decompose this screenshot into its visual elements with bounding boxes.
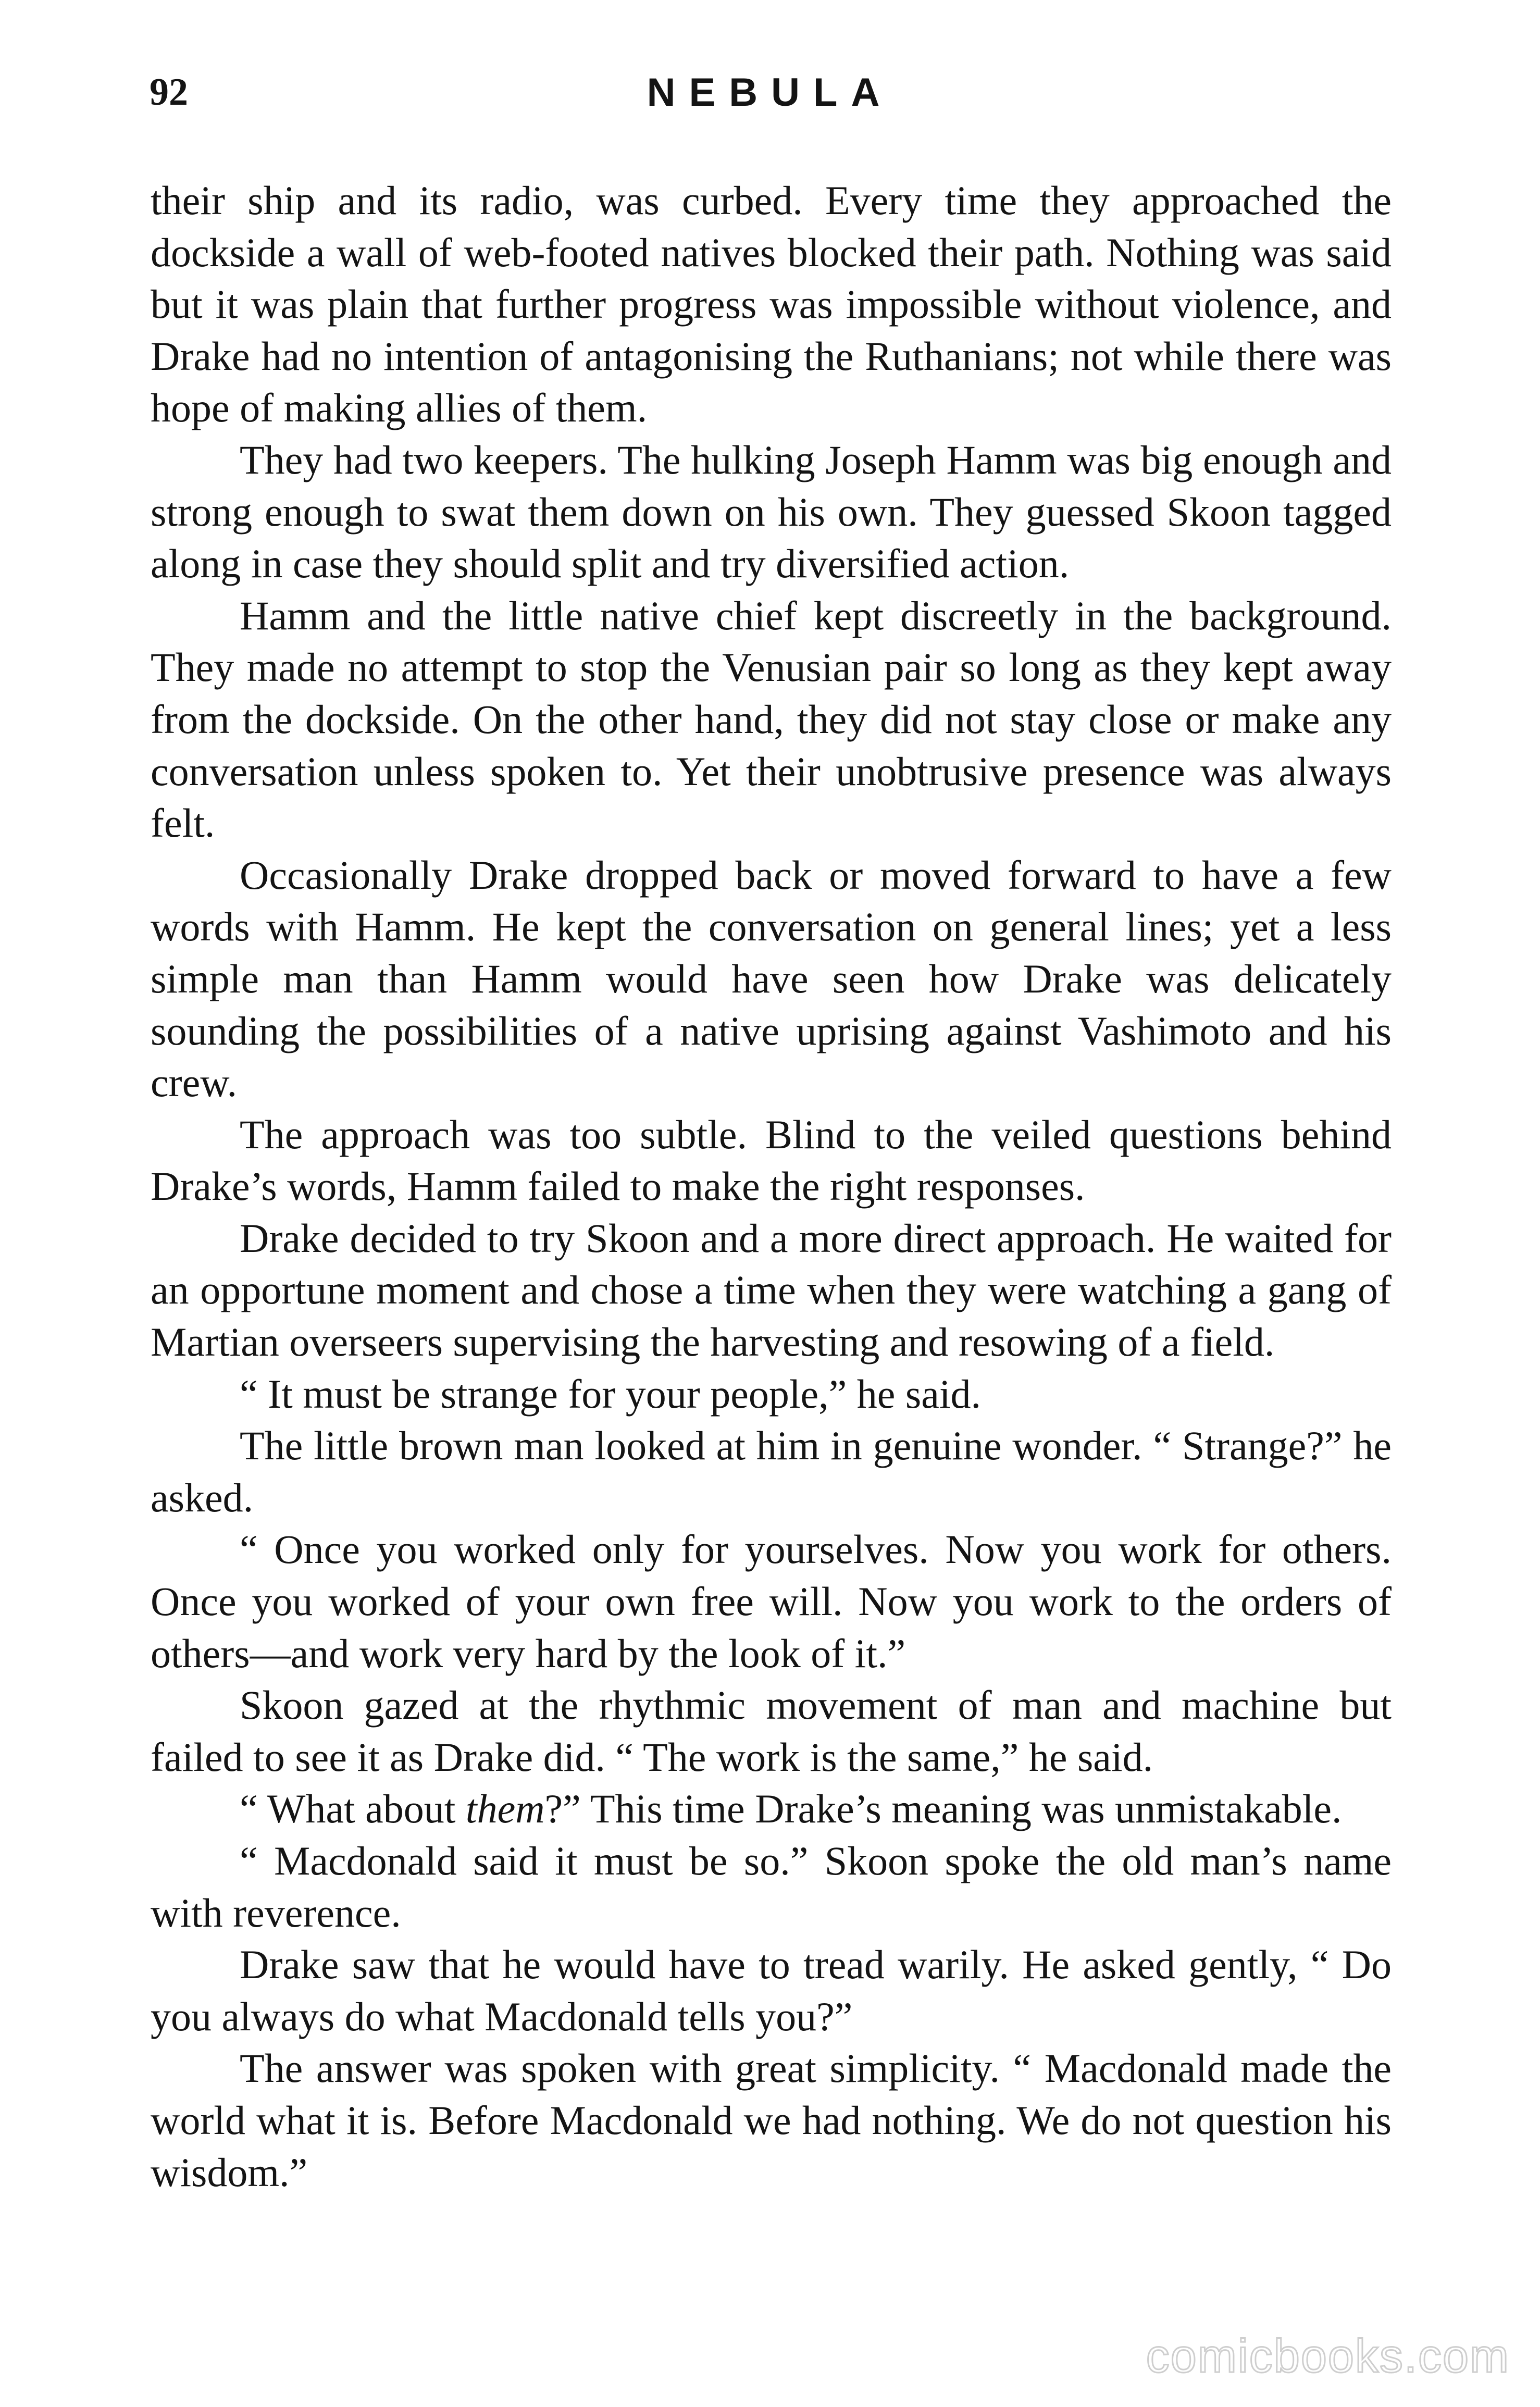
paragraph-4: Occasionally Drake dropped back or moved forward to have a few words with Hamm. He kept the conversation on general lines; yet a less simple man than Hamm would have seen how Drake was delicately sounding the possibilities of a native uprising against Vashimoto and his crew.	[151, 852, 1392, 1106]
running-head: NEBULA	[647, 70, 893, 115]
paragraph-7: “ It must be strange for your people,” he said.	[240, 1371, 982, 1417]
paragraph-9: “ Once you worked only for yourselves. Now you work for others. Once you worked of your own free will. Now you work to the orders of others—and work very hard by the look of it.”	[151, 1527, 1392, 1676]
watermark: comicbooks.com	[1146, 2330, 1510, 2383]
paragraph-11-tail: ?” This time Drake’s meaning was unmistakable.	[544, 1786, 1342, 1832]
paragraph-1: their ship and its radio, was curbed. Every time they approached the dockside a wall of web-footed natives blocked their path. Nothing was said but it was plain that further progress was impossible without violence, and Drake had no intention of antagonising the Ruthanians; not while there was hope of making allies of them.	[151, 178, 1392, 431]
page-number: 92	[150, 71, 188, 114]
paragraph-2: They had two keepers. The hulking Joseph Hamm was big enough and strong enough to swat them down on his own. They guessed Skoon tagged along in case they should split and try diversified action.	[151, 437, 1392, 587]
paragraph-10: Skoon gazed at the rhythmic movement of man and machine but failed to see it as Drake did. “ The work is the same,” he said.	[151, 1682, 1392, 1780]
body-text	[151, 175, 1392, 2198]
paragraph-11-lead: “ What about	[240, 1786, 466, 1832]
paragraph-6: Drake decided to try Skoon and a more direct approach. He waited for an opportune moment and chose a time when they were watching a gang of Martian overseers supervising the harvesting and resowing of a field.	[151, 1215, 1392, 1365]
paragraph-11-emphasis: them	[465, 1786, 545, 1832]
paragraph-13: Drake saw that he would have to tread warily. He asked gently, “ Do you always do what Macdonald tells you?”	[151, 1942, 1392, 2039]
paragraph-8: The little brown man looked at him in genuine wonder. “ Strange?” he asked.	[151, 1423, 1392, 1520]
paragraph-3: Hamm and the little native chief kept discreetly in the background. They made no attempt to stop the Venusian pair so long as they kept away from the dockside. On the other hand, they did not stay close or make any conversation unless spoken to. Yet their unobtrusive presence was always felt.	[151, 592, 1392, 846]
paragraph-11	[151, 1783, 1392, 1835]
paragraph-14: The answer was spoken with great simplicity. “ Macdonald made the world what it is. Before Macdonald we had nothing. We do not question his wisdom.”	[151, 2045, 1392, 2195]
paragraph-5: The approach was too subtle. Blind to the veiled questions behind Drake’s words, Hamm failed to make the right responses.	[151, 1111, 1392, 1209]
paragraph-12: “ Macdonald said it must be so.” Skoon spoke the old man’s name with reverence.	[151, 1838, 1392, 1935]
